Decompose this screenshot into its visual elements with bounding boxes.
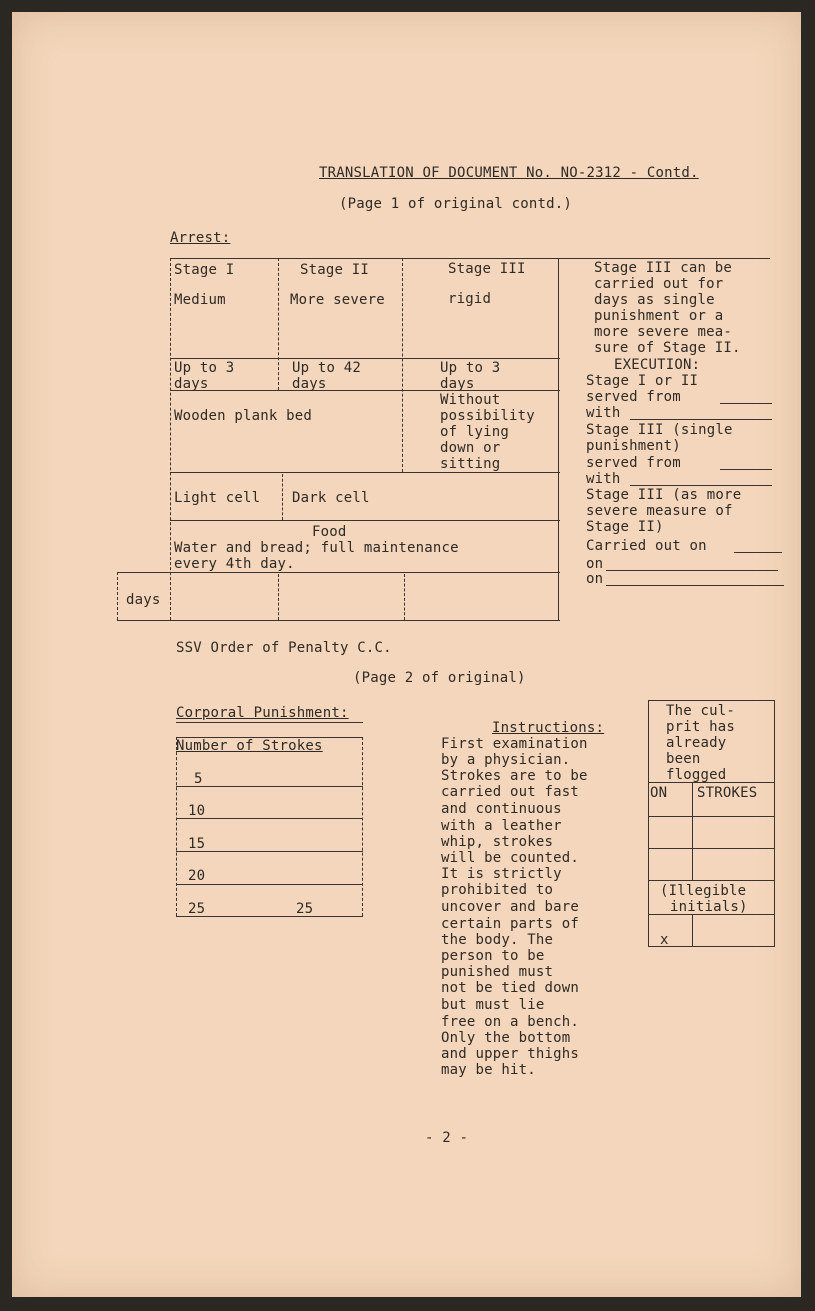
execution-line: Carried out on xyxy=(586,538,707,554)
execution-line: Stage III (as more xyxy=(586,487,742,503)
execution-title: EXECUTION: xyxy=(614,357,701,373)
document-title: TRANSLATION OF DOCUMENT No. NO-2312 - Contd. xyxy=(319,165,699,181)
instruction-line: and upper thighs xyxy=(441,1046,580,1062)
food-text: Water and bread; full maintenance xyxy=(174,540,459,556)
culprit-mark: x xyxy=(660,932,669,948)
culprit-header-line: prit has xyxy=(666,719,736,735)
instruction-line: will be counted. xyxy=(441,850,580,866)
execution-line: with xyxy=(586,405,621,421)
strokes-row: 15 xyxy=(188,836,206,852)
corporal-heading: Corporal Punishment: xyxy=(176,705,349,721)
strokes-column-header: STROKES xyxy=(697,785,758,801)
instruction-line: certain parts of xyxy=(441,916,580,932)
culprit-header-line: been xyxy=(666,751,701,767)
stage-3-restriction: of lying xyxy=(440,424,510,440)
instruction-line: Strokes are to be xyxy=(441,768,588,784)
order-label: SSV Order of Penalty C.C. xyxy=(176,640,392,656)
instruction-line: may be hit. xyxy=(441,1062,536,1078)
food-text: every 4th day. xyxy=(174,556,295,572)
stage-3-restriction: possibility xyxy=(440,408,535,424)
instruction-line: uncover and bare xyxy=(441,899,580,915)
instruction-line: carried out fast xyxy=(441,784,580,800)
stage-3-duration: Up to 3 xyxy=(440,360,501,376)
instruction-line: prohibited to xyxy=(441,882,554,898)
strokes-row: 25 xyxy=(188,901,206,917)
food-label: Food xyxy=(312,524,347,540)
stage-3-restriction: sitting xyxy=(440,456,501,472)
instruction-line: the body. The xyxy=(441,932,554,948)
dark-cell-label: Dark cell xyxy=(292,490,370,506)
instructions-heading: Instructions: xyxy=(492,720,605,736)
stage-2-duration: Up to 42 xyxy=(292,360,362,376)
stage-1-duration: days xyxy=(174,376,209,392)
instruction-line: and continuous xyxy=(441,801,562,817)
document-subtitle: (Page 1 of original contd.) xyxy=(339,196,572,212)
instruction-line: It is strictly xyxy=(441,866,562,882)
stage-3-restriction: down or xyxy=(440,440,501,456)
execution-line: on xyxy=(586,556,604,572)
instruction-line: free on a bench. xyxy=(441,1014,580,1030)
culprit-header-line: already xyxy=(666,735,727,751)
page-number: - 2 - xyxy=(425,1130,469,1146)
execution-line: Stage I or II xyxy=(586,373,699,389)
strokes-row: 20 xyxy=(188,868,206,884)
execution-line: punishment) xyxy=(586,438,681,454)
stage-3-severity: rigid xyxy=(448,291,492,307)
strokes-row-value: 25 xyxy=(296,901,314,917)
days-label: days xyxy=(126,592,161,608)
instruction-line: First examination xyxy=(441,736,588,752)
instruction-line: by a physician. xyxy=(441,752,571,768)
stage-3-restriction: Without xyxy=(440,392,501,408)
instruction-line: with a leather xyxy=(441,818,562,834)
instruction-line: person to be xyxy=(441,948,545,964)
instruction-line: whip, strokes xyxy=(441,834,554,850)
instruction-line: but must lie xyxy=(441,997,545,1013)
illegible-initials: (Illegible xyxy=(660,883,747,899)
on-column-header: ON xyxy=(650,785,668,801)
stage-1-severity: Medium xyxy=(174,292,226,308)
stage-3-note-line: carried out for xyxy=(594,276,724,292)
stage-2-duration: days xyxy=(292,376,327,392)
arrest-heading: Arrest: xyxy=(170,230,231,246)
execution-line: severe measure of xyxy=(586,503,733,519)
stage-2-severity: More severe xyxy=(290,292,385,308)
plank-bed-label: Wooden plank bed xyxy=(174,408,313,424)
execution-line: Stage II) xyxy=(586,519,664,535)
execution-line: served from xyxy=(586,389,681,405)
strokes-column-header: Number of Strokes xyxy=(176,738,323,754)
light-cell-label: Light cell xyxy=(174,490,261,506)
culprit-header-line: The cul- xyxy=(666,703,736,719)
stage-3-header: Stage III xyxy=(448,261,526,277)
stage-3-note-line: sure of Stage II. xyxy=(594,340,741,356)
execution-line: Stage III (single xyxy=(586,422,733,438)
stage-3-note-line: Stage III can be xyxy=(594,260,733,276)
stage-2-header: Stage II xyxy=(300,262,370,278)
page-2-label: (Page 2 of original) xyxy=(353,670,526,686)
strokes-row: 5 xyxy=(194,771,203,787)
stage-3-duration: days xyxy=(440,376,475,392)
instruction-line: punished must xyxy=(441,964,554,980)
instruction-line: Only the bottom xyxy=(441,1030,571,1046)
culprit-header-line: flogged xyxy=(666,767,727,783)
stage-3-note-line: days as single xyxy=(594,292,715,308)
execution-line: with xyxy=(586,471,621,487)
instruction-line: not be tied down xyxy=(441,980,580,996)
stage-1-header: Stage I xyxy=(174,262,235,278)
stage-3-note-line: more severe mea- xyxy=(594,324,733,340)
illegible-initials: initials) xyxy=(670,899,748,915)
execution-line: served from xyxy=(586,455,681,471)
stage-1-duration: Up to 3 xyxy=(174,360,235,376)
stage-3-note-line: punishment or a xyxy=(594,308,724,324)
strokes-row: 10 xyxy=(188,803,206,819)
execution-line: on xyxy=(586,571,604,587)
